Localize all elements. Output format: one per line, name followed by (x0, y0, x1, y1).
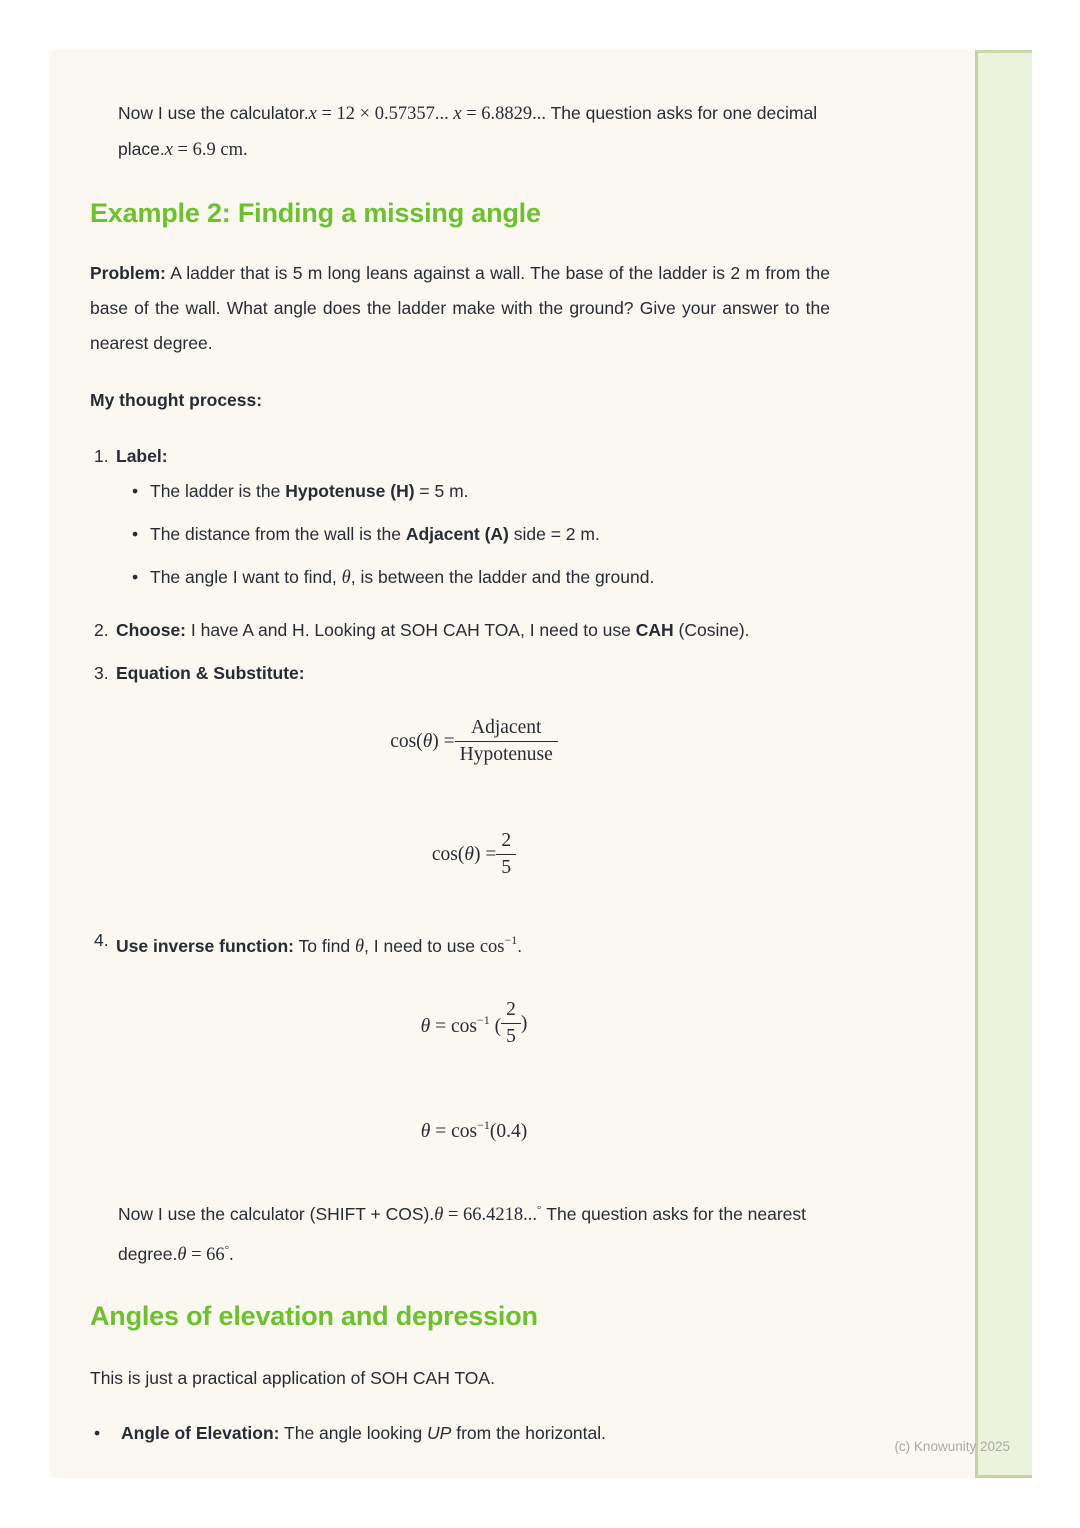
bold-run: Adjacent (A) (405, 524, 509, 544)
fraction-denominator: Hypotenuse (459, 744, 553, 765)
fraction (501, 997, 521, 1050)
bold-run: CAH (635, 620, 674, 640)
math-theta: θ (420, 1016, 431, 1037)
math-superscript: −1 (476, 1013, 490, 1027)
math-expr: = 12 × 0.57357... (316, 104, 454, 124)
step-4-inverse (90, 923, 830, 965)
math-func: cos( (390, 730, 423, 752)
math-func: cos (479, 937, 505, 957)
degree-symbol: ° (537, 1204, 542, 1216)
math-paren-open: ( (489, 1016, 502, 1037)
bullet-icon: • (132, 481, 139, 501)
math-expr: = 6.9 cm. (172, 140, 248, 160)
formula-lhs (390, 729, 454, 755)
text-run: = 5 m. (414, 481, 469, 501)
step-text (116, 923, 830, 965)
bullet-item-adjacent (90, 517, 830, 552)
math-expr: = 66.4218... (443, 1205, 538, 1225)
formula-lhs (421, 1112, 528, 1145)
math-func: cos( (431, 843, 465, 865)
text-run: I have A and H. Looking at SOH CAH TOA, I need to use (186, 620, 636, 640)
bold-run: Hypotenuse (H) (285, 481, 415, 501)
fraction (455, 715, 558, 768)
step-text: Label: (116, 446, 168, 466)
math-theta: θ (177, 1245, 187, 1265)
text-run: To find (293, 936, 355, 956)
document-page (50, 50, 1032, 1478)
label-bullet-list (90, 474, 830, 596)
intro-text: The question asks for one decimal place. (118, 103, 818, 159)
formula-lhs (432, 842, 496, 868)
math-var-x: x (308, 104, 317, 124)
math-superscript: −1 (504, 933, 518, 947)
step-1-label (90, 439, 830, 474)
step-number: 4. (94, 930, 109, 950)
bullet-text (150, 474, 830, 509)
formula-theta-inverse-decimal (90, 1112, 830, 1145)
step-number: 2. (94, 620, 109, 640)
text-run: Now I use the calculator (SHIFT + COS). (118, 1204, 435, 1224)
math-equals: ) = (432, 730, 455, 752)
bullet-item-hypotenuse (90, 474, 830, 509)
thought-process-label: My thought process: (90, 390, 263, 410)
bold-run: Choose: (116, 620, 186, 640)
step-number: 1. (94, 446, 109, 466)
degree-symbol: ° (224, 1244, 230, 1256)
text-run: The angle looking (279, 1423, 428, 1443)
page-content (90, 96, 830, 1451)
text-run: , is between the ladder and the ground. (350, 567, 655, 587)
text-run: . (517, 936, 523, 956)
math-theta: θ (354, 937, 365, 957)
math-theta: θ (422, 730, 433, 752)
step-text (116, 613, 830, 648)
math-expr: = 6.8829... (461, 104, 547, 124)
math-equals: ) = (473, 843, 497, 865)
application-paragraph: This is just a practical application of SOH CAH TOA. (90, 1368, 495, 1388)
bullet-text (121, 1416, 830, 1451)
math-paren-close: ) (520, 1012, 528, 1034)
text-run: The ladder is the (150, 481, 286, 501)
page-margin-stripe (975, 50, 1032, 1478)
text-run: The angle I want to find, (150, 567, 342, 587)
fraction (496, 828, 516, 881)
math-var-x: x (164, 140, 173, 160)
math-equals: = (430, 1016, 451, 1037)
bullet-text (150, 560, 830, 596)
math-argument: (0.4) (489, 1121, 528, 1142)
problem-paragraph (90, 256, 830, 361)
step-3-equation (90, 656, 830, 691)
heading-example2: Example 2: Finding a missing angle (90, 198, 541, 228)
formula-cos-ratio (90, 715, 830, 768)
heading-elevation-depression: Angles of elevation and depression (90, 1301, 538, 1331)
step-text: Equation & Substitute: (116, 663, 305, 683)
problem-text: A ladder that is 5 m long leans against a wall. The base of the ladder is 2 m from the base of the wall. What angle does the ladder make with the ground? Give your answer to the nearest degree. (90, 263, 830, 353)
step-number: 3. (94, 663, 109, 683)
math-theta: θ (420, 1121, 431, 1142)
step-2-choose (90, 613, 830, 648)
bullet-item-elevation (90, 1416, 830, 1451)
intro-paragraph (90, 96, 830, 168)
text-run: The question asks for the nearest degree. (118, 1204, 807, 1264)
fraction-denominator: 5 (501, 857, 512, 878)
math-var-x: x (453, 104, 462, 124)
intro-text: Now I use the calculator. (118, 103, 309, 123)
math-theta: θ (434, 1205, 444, 1225)
watermark: (c) Knowunity 2025 (894, 1439, 1010, 1454)
italic-run: UP (427, 1423, 452, 1443)
result-paragraph (90, 1193, 830, 1273)
bullet-icon: • (132, 524, 139, 544)
fraction-numerator: 2 (501, 997, 521, 1024)
text-run: (Cosine). (673, 620, 750, 640)
problem-label: Problem: (90, 263, 166, 283)
bullet-text (150, 517, 830, 552)
math-func: cos (451, 1121, 478, 1142)
fraction-numerator: 2 (496, 828, 516, 855)
math-expr: = 66 (186, 1245, 225, 1265)
math-equals: = (430, 1121, 452, 1142)
bold-run: Angle of Elevation: (121, 1423, 280, 1443)
text-run: The distance from the wall is the (150, 524, 406, 544)
math-func: cos (450, 1016, 477, 1037)
math-theta: θ (464, 843, 474, 865)
bullet-icon: • (94, 1423, 101, 1443)
text-run: , I need to use (364, 936, 480, 956)
formula-cos-two-fifths (90, 828, 830, 881)
bullet-item-angle (90, 560, 830, 596)
formula-lhs (421, 1007, 502, 1040)
math-superscript: −1 (477, 1118, 490, 1132)
bold-run: Use inverse function: (116, 936, 294, 956)
fraction-numerator: Adjacent (455, 715, 558, 742)
math-expr: . (229, 1245, 234, 1265)
formula-theta-inverse-fraction (90, 997, 830, 1050)
math-theta: θ (341, 568, 351, 588)
text-run: side = 2 m. (508, 524, 600, 544)
fraction-denominator: 5 (506, 1026, 516, 1047)
text-run: from the horizontal. (451, 1423, 607, 1443)
bullet-icon: • (132, 567, 139, 587)
